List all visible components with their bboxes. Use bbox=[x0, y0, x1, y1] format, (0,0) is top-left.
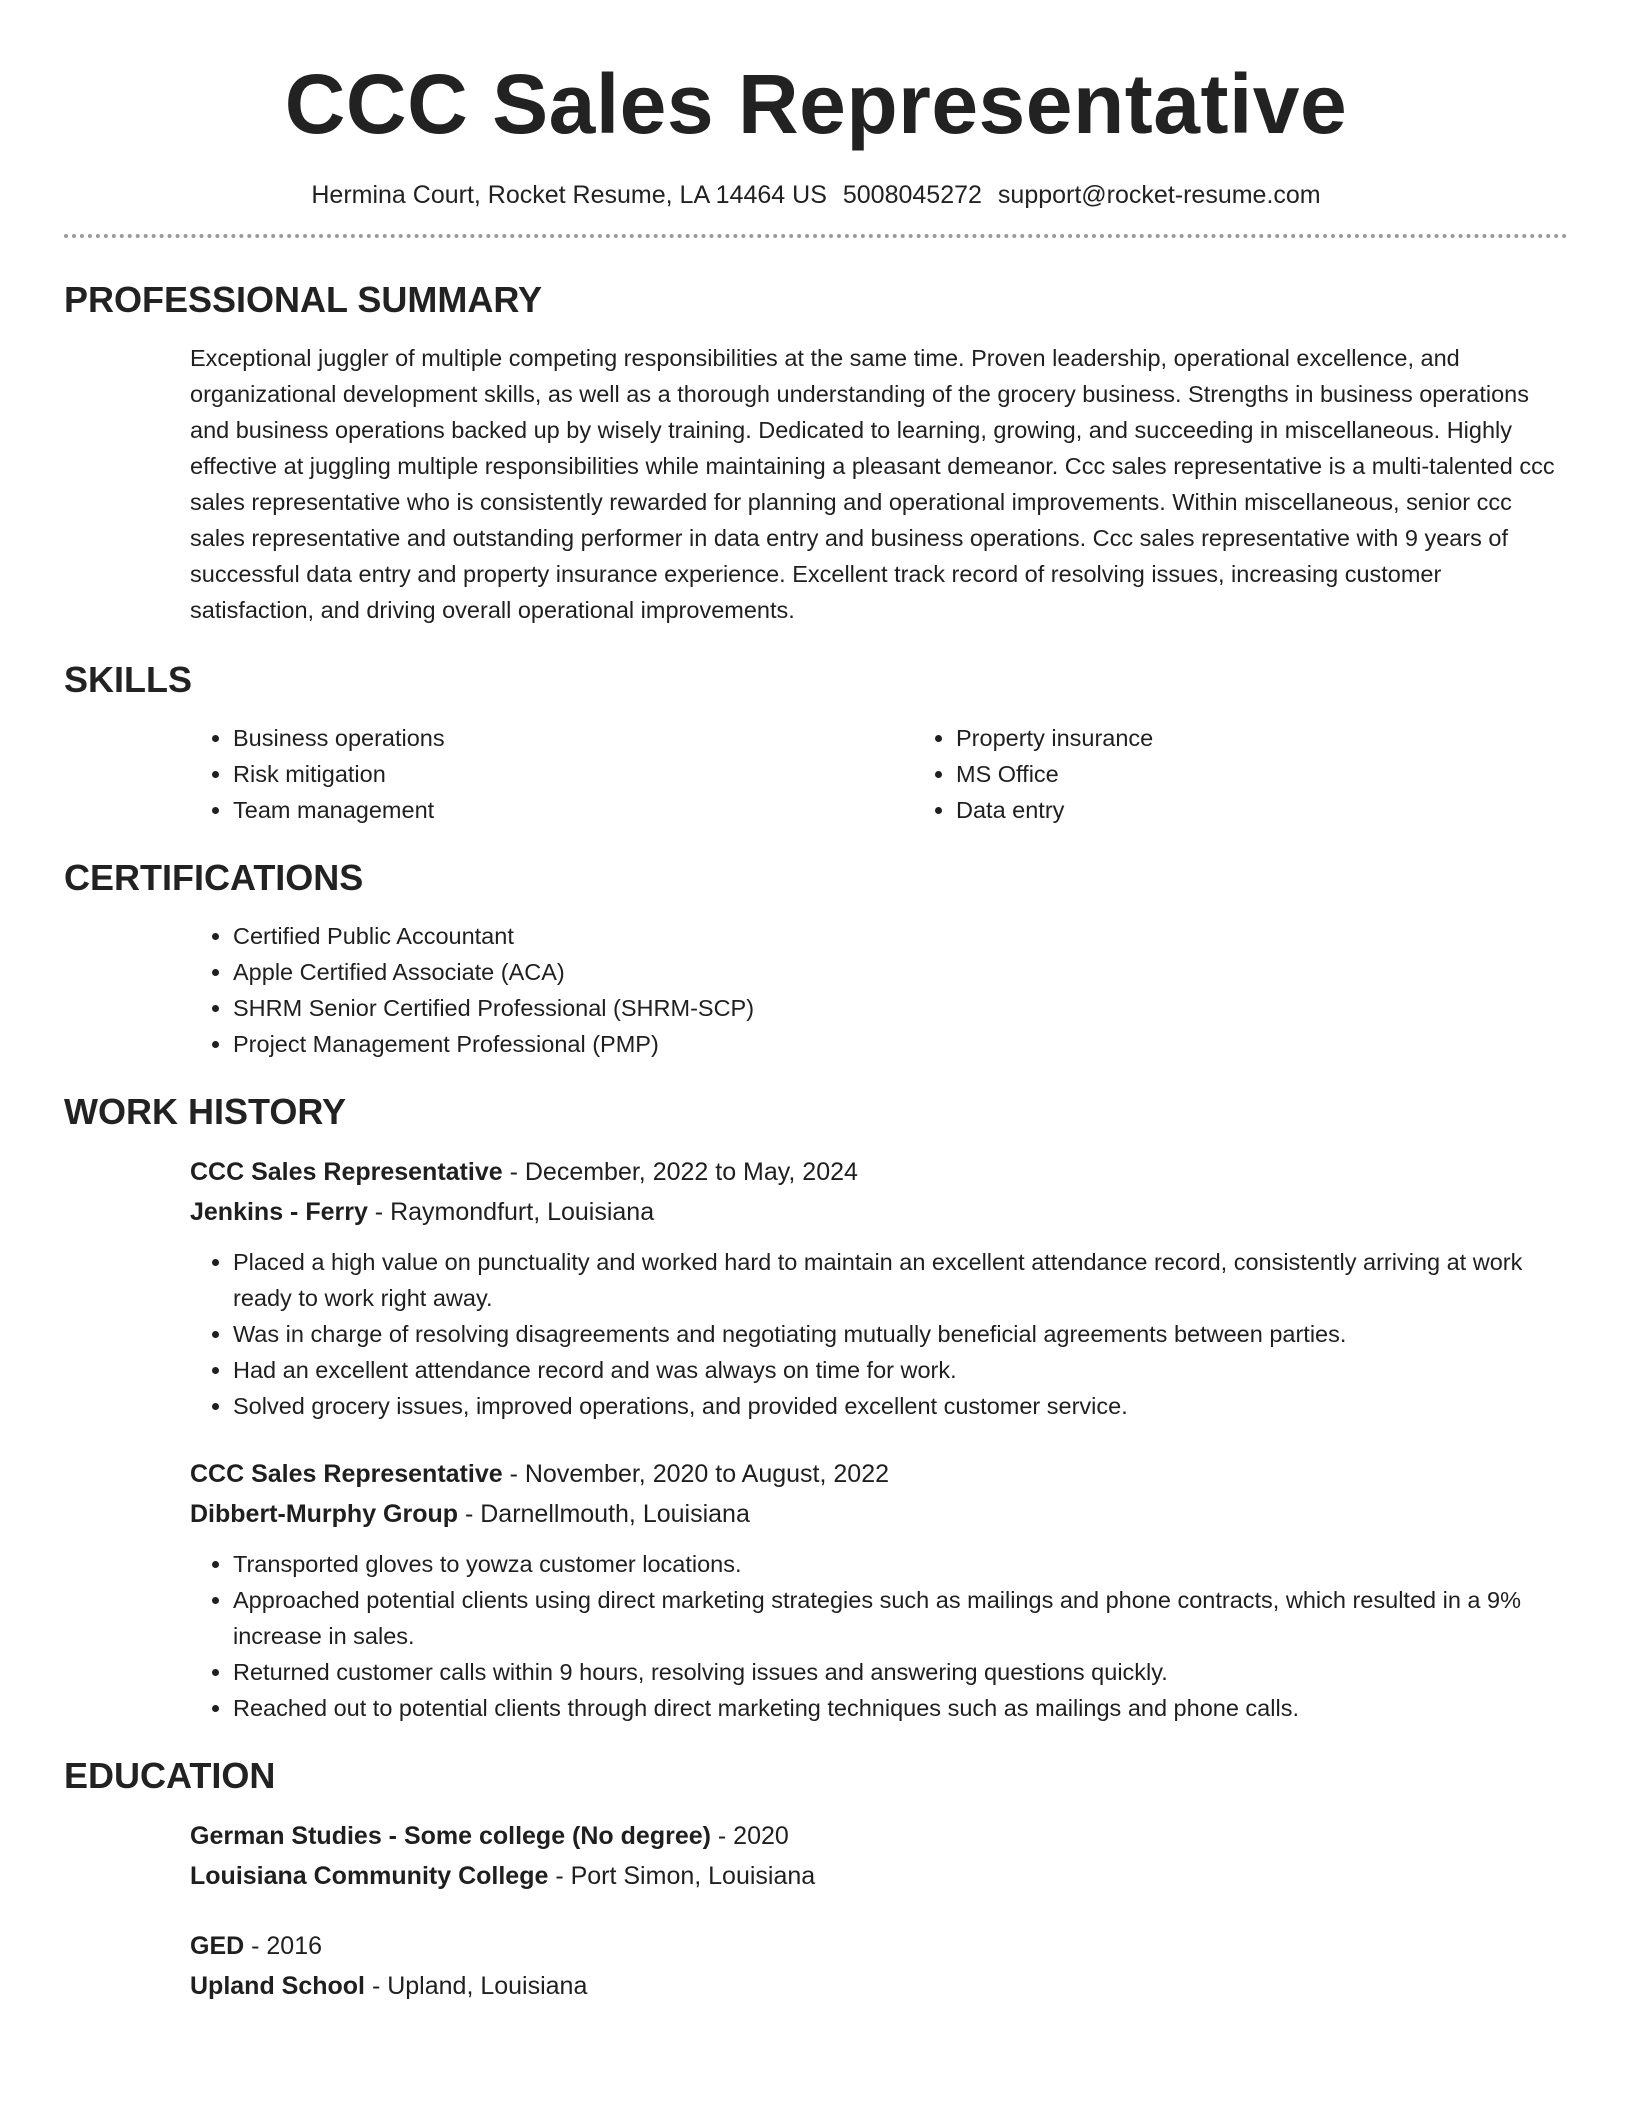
education-year: - 2016 bbox=[244, 1932, 323, 1960]
job-company: Dibbert-Murphy Group bbox=[190, 1500, 459, 1528]
address-text: Hermina Court, Rocket Resume, LA 14464 US bbox=[311, 181, 827, 209]
certifications-list bbox=[190, 918, 1568, 1062]
list-item: • Apple Certified Associate (ACA) bbox=[233, 954, 1568, 990]
list-item: • Project Management Professional (PMP) bbox=[233, 1026, 1568, 1062]
education-year: - 2020 bbox=[710, 1822, 789, 1850]
list-item: • Solved grocery issues, improved operations, and provided excellent customer service. bbox=[233, 1388, 1568, 1424]
education-entry bbox=[190, 1816, 1568, 1896]
skills-list-right bbox=[913, 720, 1632, 828]
phone-text: 5008045272 bbox=[842, 181, 982, 209]
list-item: • Was in charge of resolving disagreements and negotiating mutually beneficial agreements between parties. bbox=[233, 1316, 1568, 1352]
list-item: • Property insurance bbox=[956, 720, 1632, 756]
job-location: - Darnellmouth, Louisiana bbox=[458, 1500, 750, 1528]
education-location: - Port Simon, Louisiana bbox=[548, 1862, 816, 1890]
certifications-section bbox=[64, 856, 1568, 1062]
job-bullets bbox=[190, 1244, 1568, 1424]
education-degree: German Studies - Some college (No degree) bbox=[190, 1822, 711, 1850]
list-item: • Business operations bbox=[233, 720, 913, 756]
list-item: • Certified Public Accountant bbox=[233, 918, 1568, 954]
education-school-line bbox=[190, 1966, 1568, 2006]
list-item: • Risk mitigation bbox=[233, 756, 913, 792]
list-item: • Returned customer calls within 9 hours, resolving issues and answering questions quickly. bbox=[233, 1654, 1568, 1690]
job-title-line bbox=[190, 1152, 1568, 1192]
email-text: support@rocket-resume.com bbox=[997, 181, 1321, 209]
list-item: • Reached out to potential clients through direct marketing techniques such as mailings and phone calls. bbox=[233, 1690, 1568, 1726]
education-school-line bbox=[190, 1856, 1568, 1896]
certifications-heading: CERTIFICATIONS bbox=[64, 857, 364, 898]
summary-heading: PROFESSIONAL SUMMARY bbox=[64, 279, 543, 320]
job-dates: - December, 2022 to May, 2024 bbox=[502, 1158, 858, 1186]
job-title-line bbox=[190, 1454, 1568, 1494]
list-item: • Placed a high value on punctuality and worked hard to maintain an excellent attendance record, consistently arriving at work ready to work right away. bbox=[233, 1244, 1568, 1316]
education-location: - Upland, Louisiana bbox=[365, 1972, 588, 2000]
list-item: • SHRM Senior Certified Professional (SHRM-SCP) bbox=[233, 990, 1568, 1026]
job-dates: - November, 2020 to August, 2022 bbox=[502, 1460, 890, 1488]
education-school: Louisiana Community College bbox=[190, 1862, 549, 1890]
education-degree-line bbox=[190, 1816, 1568, 1856]
job-bullets bbox=[190, 1546, 1568, 1726]
job-entry bbox=[190, 1454, 1568, 1726]
job-entry bbox=[190, 1152, 1568, 1424]
job-company: Jenkins - Ferry bbox=[190, 1198, 368, 1226]
job-role: CCC Sales Representative bbox=[190, 1158, 503, 1186]
education-school: Upland School bbox=[190, 1972, 365, 2000]
list-item: • MS Office bbox=[956, 756, 1632, 792]
job-location: - Raymondfurt, Louisiana bbox=[367, 1198, 655, 1226]
skills-section bbox=[64, 658, 1568, 828]
job-company-line bbox=[190, 1192, 1568, 1232]
skills-heading: SKILLS bbox=[64, 659, 193, 700]
list-item: • Data entry bbox=[956, 792, 1632, 828]
list-item: • Had an excellent attendance record and was always on time for work. bbox=[233, 1352, 1568, 1388]
job-role: CCC Sales Representative bbox=[190, 1460, 503, 1488]
work-history-section bbox=[64, 1090, 1568, 1726]
education-degree-line bbox=[190, 1926, 1568, 1966]
list-item: • Team management bbox=[233, 792, 913, 828]
list-item: • Transported gloves to yowza customer locations. bbox=[233, 1546, 1568, 1582]
education-heading: EDUCATION bbox=[64, 1755, 276, 1796]
education-degree: GED bbox=[190, 1932, 245, 1960]
work-history-heading: WORK HISTORY bbox=[64, 1091, 347, 1132]
contact-line bbox=[64, 178, 1568, 212]
summary-section bbox=[64, 278, 1568, 628]
candidate-name: CCC Sales Representative bbox=[284, 57, 1348, 151]
job-company-line bbox=[190, 1494, 1568, 1534]
header-divider bbox=[64, 234, 1568, 238]
education-entry bbox=[190, 1926, 1568, 2006]
skills-list-left bbox=[190, 720, 913, 828]
education-section bbox=[64, 1754, 1568, 2006]
summary-text: Exceptional juggler of multiple competing responsibilities at the same time. Proven leadership, operational excellence, and organizational development skills, as well as a thorough understanding of the grocery business. Strengths in business operations and business operations backed up by wisely training. Dedicated to learning, growing, and succeeding in miscellaneous. Highly effective at juggling multiple responsibilities while maintaining a pleasant demeanor. Ccc sales representative is a multi-talented ccc sales representative who is consistently rewarded for planning and operational improvements. Within miscellaneous, senior ccc sales representative and outstanding performer in data entry and business operations. Ccc sales representative with 9 years of successful data entry and property insurance experience. Excellent track record of resolving issues, increasing customer satisfaction, and driving overall operational improvements. bbox=[190, 345, 1555, 623]
resume-header bbox=[64, 0, 1568, 238]
list-item: • Approached potential clients using direct marketing strategies such as mailings and phone contracts, which resulted in a 9% increase in sales. bbox=[233, 1582, 1568, 1654]
